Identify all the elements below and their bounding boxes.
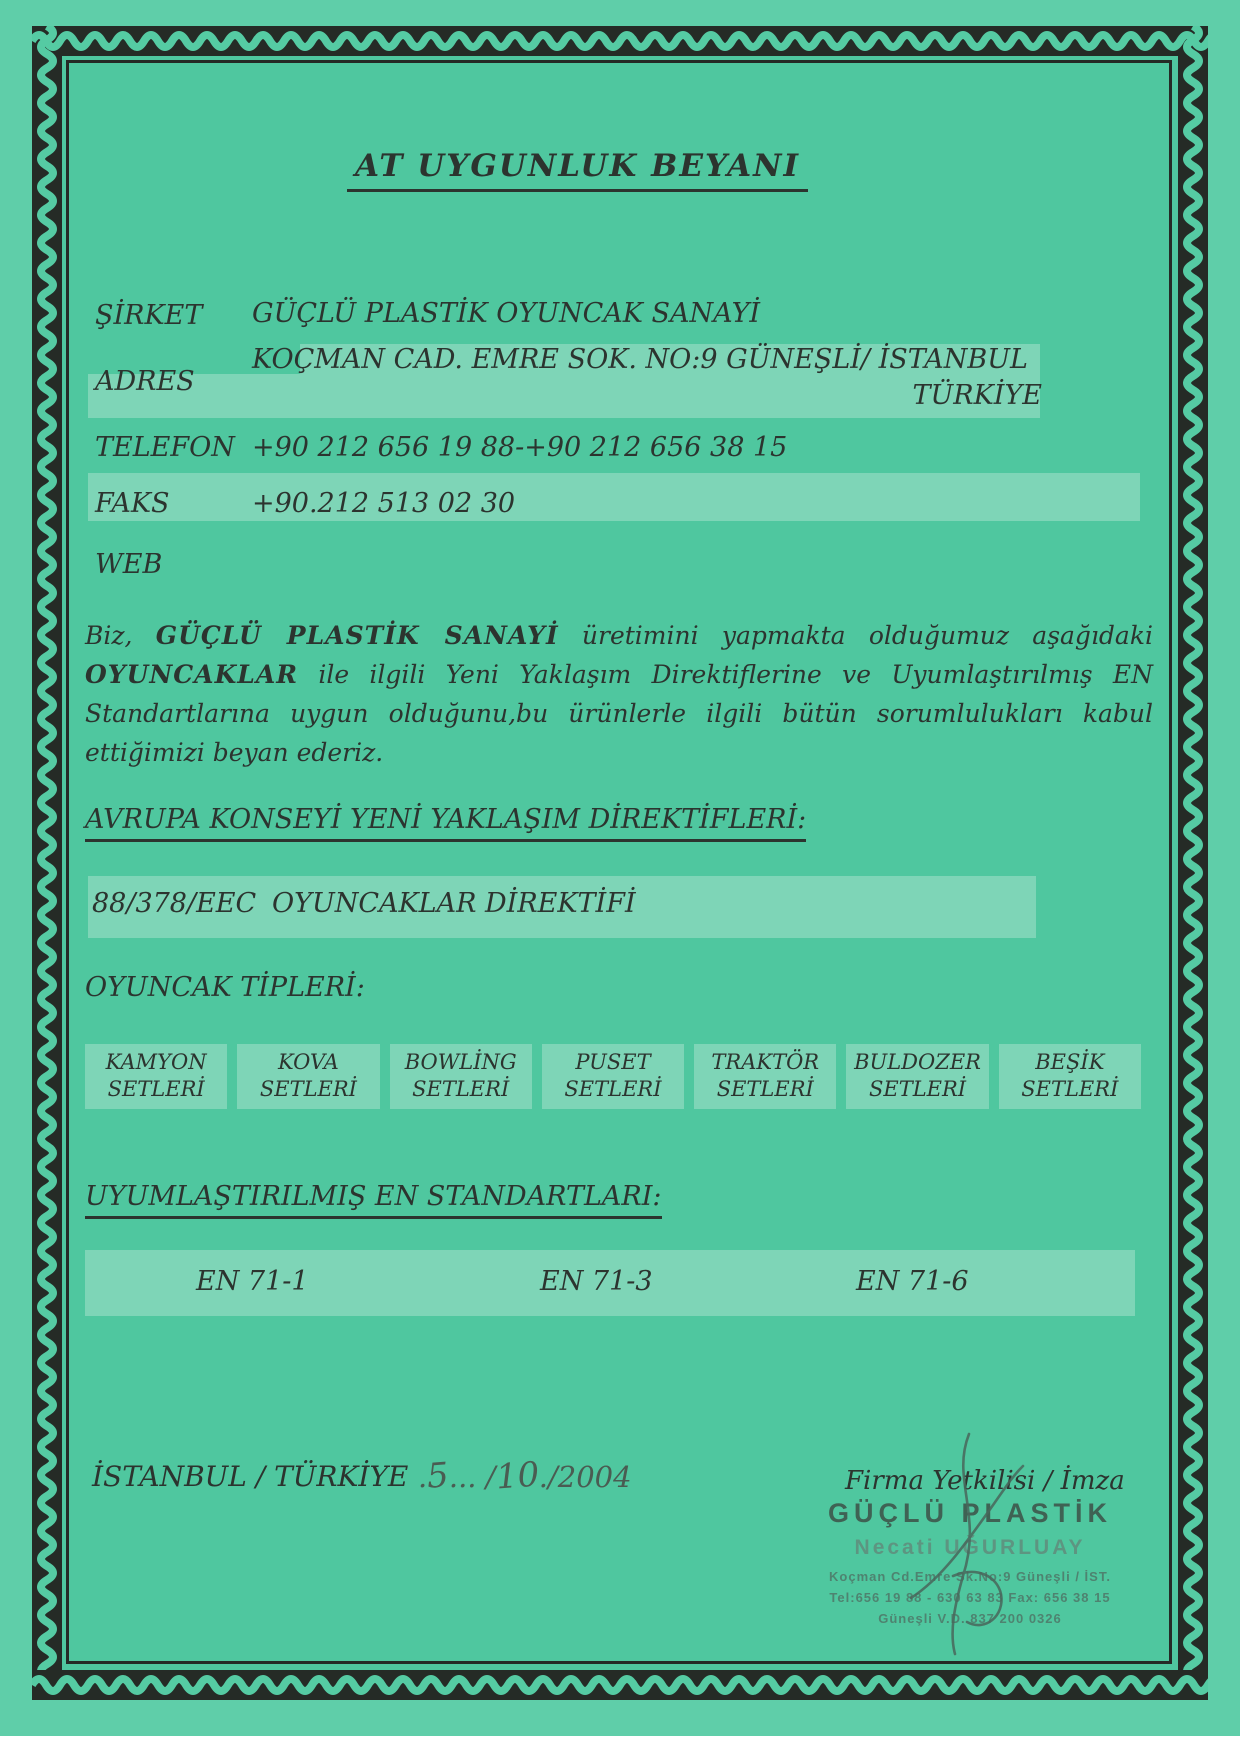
directives-heading-text: AVRUPA KONSEYİ YENİ YAKLAŞIM DİREKTİFLERİ:: [85, 804, 806, 842]
declaration-part-1: Biz,: [85, 621, 156, 650]
declaration-part-2: üretimini yapmakta olduğumuz aşağıdaki: [558, 621, 1153, 650]
toy-type-suffix: SETLERİ: [412, 1077, 510, 1101]
fax-value: +90.212 513 02 30: [252, 488, 516, 519]
directive-name: OYUNCAKLAR DİREKTİFİ: [272, 888, 636, 919]
signature-icon: [893, 1426, 1043, 1666]
declaration-paragraph: [85, 616, 1153, 772]
toy-type-name: PUSET: [575, 1050, 651, 1074]
fax-label: FAKS: [95, 488, 170, 519]
place-line: İSTANBUL / TÜRKİYE: [92, 1460, 409, 1493]
standard-en-71-1: EN 71-1: [196, 1266, 309, 1297]
toy-type-name: KAMYON: [105, 1050, 207, 1074]
scan-highlight-band: [88, 473, 1140, 521]
toy-type-name: BULDOZER: [854, 1050, 981, 1074]
address-line-2: TÜRKİYE: [912, 380, 1042, 411]
toy-type-cell: [542, 1044, 684, 1109]
directive-code: 88/378/EEC: [92, 888, 257, 919]
phone-value: +90 212 656 19 88-+90 212 656 38 15: [252, 432, 788, 463]
toy-type-name: BOWLİNG: [404, 1050, 517, 1074]
standard-en-71-6: EN 71-6: [856, 1266, 969, 1297]
web-label: WEB: [95, 549, 163, 580]
handwritten-date: [418, 1456, 632, 1496]
address-value: [252, 344, 1042, 411]
date-day: 5: [425, 1455, 451, 1497]
toy-types-heading: [85, 972, 365, 1003]
border-wave-right-icon: [1178, 26, 1208, 1670]
stamp-company-name: GÜÇLÜ PLASTİK: [828, 1498, 1112, 1528]
toy-type-suffix: SETLERİ: [868, 1077, 967, 1101]
toy-type-suffix: SETLERİ: [259, 1077, 357, 1101]
date-dots: ./: [538, 1460, 558, 1494]
stamp-tax-number: Güneşli V.D. 837 200 0326: [878, 1611, 1062, 1626]
toy-type-name: BEŞİK: [1035, 1050, 1105, 1074]
declaration-company-name: GÜÇLÜ PLASTİK SANAYİ: [155, 621, 559, 650]
toy-type-cell: [237, 1044, 379, 1109]
date-dots: ... /: [448, 1460, 496, 1494]
toy-type-cell: [999, 1044, 1141, 1109]
toy-type-suffix: SETLERİ: [564, 1077, 662, 1101]
standards-heading: [85, 1181, 662, 1219]
border-wave-bottom-icon: [32, 1670, 1208, 1700]
stamp-address: Koçman Cd.Emre Sk.No:9 Güneşli / İST.: [829, 1569, 1111, 1584]
border-wave-top-icon: [32, 26, 1208, 56]
phone-label: TELEFON: [95, 432, 235, 463]
toy-type-cell: [390, 1044, 532, 1109]
date-year: 2004: [557, 1460, 632, 1494]
toy-type-suffix: SETLERİ: [107, 1077, 205, 1101]
company-label: ŞİRKET: [95, 300, 203, 331]
stamp-person-name: Necati UĞURLUAY: [854, 1536, 1086, 1559]
address-label: ADRES: [95, 366, 195, 397]
standards-heading-text: UYUMLAŞTIRILMIŞ EN STANDARTLARI:: [85, 1181, 662, 1219]
company-value: GÜÇLÜ PLASTİK OYUNCAK SANAYİ: [252, 298, 761, 329]
stamp-phone: Tel:656 19 88 - 630 63 83 Fax: 656 38 15: [829, 1590, 1111, 1605]
toy-type-cell: [85, 1044, 227, 1109]
toy-types-grid: [85, 1044, 1141, 1109]
document-title-text: AT UYGUNLUK BEYANI: [347, 148, 808, 192]
toy-type-cell: [846, 1044, 988, 1109]
document-title: [85, 148, 1070, 192]
toy-type-suffix: SETLERİ: [716, 1077, 814, 1101]
toy-type-name: TRAKTÖR: [711, 1050, 820, 1074]
date-month: 10: [494, 1454, 541, 1498]
toy-type-cell: [694, 1044, 836, 1109]
directives-heading: [85, 804, 806, 842]
declaration-part-3: ile ilgili Yeni Yaklaşım Direktiflerine ve Uyumlaştırılmış EN Standartlarına uygun olduğunu,bu ürünlerle ilgili bütün sorumlulukları kabul ettiğimizi beyan ederiz.: [85, 660, 1153, 767]
signatory-label: Firma Yetkilisi / İmza: [845, 1466, 1125, 1496]
date-dot: .: [418, 1460, 428, 1494]
border-wave-left-icon: [32, 26, 62, 1670]
standard-en-71-3: EN 71-3: [540, 1266, 653, 1297]
declaration-toys-word: OYUNCAKLAR: [85, 660, 299, 689]
toy-type-suffix: SETLERİ: [1021, 1077, 1119, 1101]
toy-types-heading-text: OYUNCAK TİPLERİ:: [85, 972, 365, 1003]
toy-type-name: KOVA: [277, 1050, 339, 1074]
address-line-1: KOÇMAN CAD. EMRE SOK. NO:9 GÜNEŞLİ/ İSTANBUL: [252, 344, 1028, 375]
